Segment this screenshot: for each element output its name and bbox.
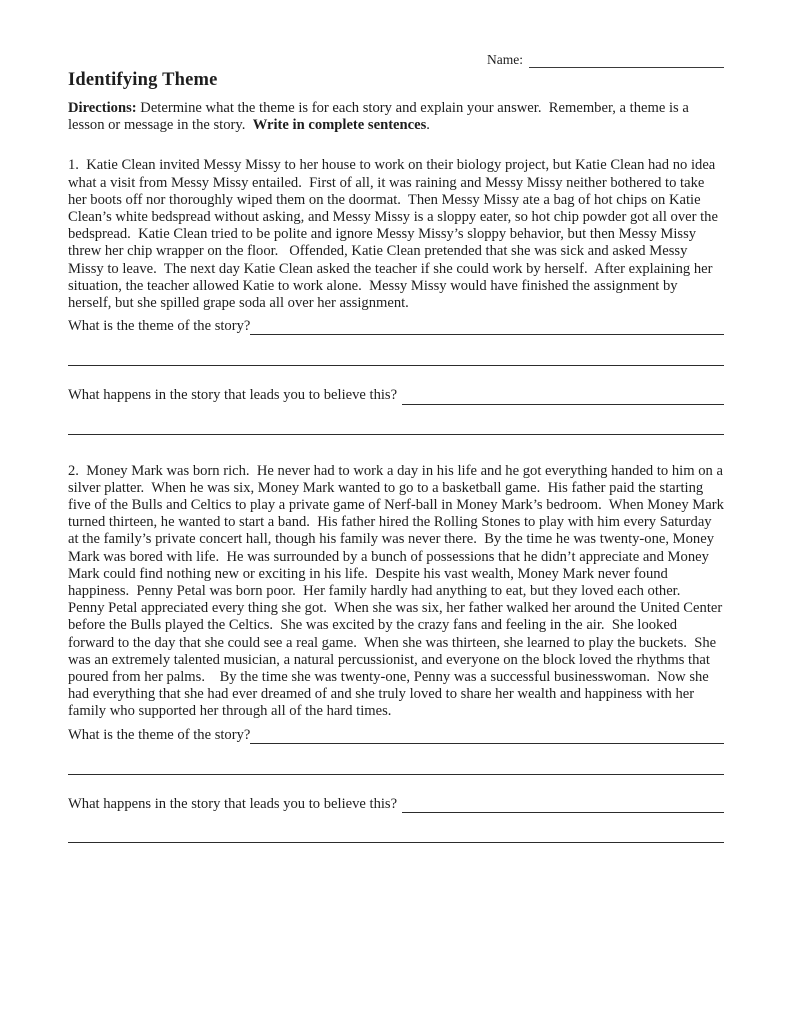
directions-bold-phrase: Write in complete sentences — [252, 117, 427, 134]
story-2-evidence-question-row — [68, 796, 724, 813]
story-1-evidence-answer-line-2 — [68, 434, 724, 435]
story-1-number: 1. — [68, 157, 79, 174]
name-blank-line — [529, 53, 724, 68]
evidence-question-label: What happens in the story that leads you to believe this? — [68, 387, 398, 404]
worksheet-page — [68, 50, 728, 843]
story-1-theme-answer-line — [250, 320, 724, 335]
story-2-theme-question-row — [68, 727, 724, 744]
story-1-theme-answer-line-2 — [68, 365, 724, 366]
directions-period: . — [426, 117, 430, 134]
story-2-evidence-answer-line — [402, 798, 724, 813]
story-1-paragraph — [68, 157, 724, 312]
name-label: Name: — [487, 52, 523, 67]
story-2-paragraph — [68, 462, 728, 721]
page-title: Identifying Theme — [68, 70, 218, 90]
directions-paragraph — [68, 100, 724, 134]
story-1-evidence-answer-line — [402, 390, 724, 405]
story-2-theme-answer-line-2 — [68, 774, 724, 775]
story-2-text: Money Mark was born rich. He never had to work a day in his life and he got everything handed to him on a silver platter. When he was six, Money Mark wanted to go to a basketball game. His father paid the starting five of the Bulls and Celtics to play a private game of Nerf-ball in Money Mark’s bedroom. When Money Mark turned thirteen, he wanted to start a band. His father hired the Rolling Stones to play with him every Saturday at the family’s private concert hall, though his family was never there. By the time he was twenty-one, Money Mark was bored with life. He was surrounded by a bunch of possessions that he didn’t appreciate and Money Mark could find nothing new or exciting in his life. Despite his vast wealth, Money Mark never found happiness. Penny Petal was born poor. Her family hardly had anything to eat, but they loved each other. Penny Petal appreciated every thing she got. When she was six, her father walked her around the United Center before the Bulls played the Celtics. She was excited by the crazy fans and feeling in the air. She looked forward to the day that she could see a real game. When she was thirteen, she learned to play the buckets. She was an extremely talented musician, a natural percussionist, and everyone on the block loved the rhythms that poured from her palms. By the time she was twenty-one, Penny was a successful businesswoman. Now she had everything that she had ever dreamed of and she truly loved to share her wealth and happiness with her family who supported her through all of the hard times. — [68, 462, 728, 720]
directions-body: Determine what the theme is for each story and explain your answer. Remember, a theme is a lesson or message in the story. — [68, 100, 693, 134]
story-2-evidence-answer-line-2 — [68, 842, 724, 843]
directions-label: Directions: — [68, 100, 137, 116]
story-1-text: Katie Clean invited Messy Missy to her house to work on their biology project, but Katie Clean had no idea what a visit from Messy Missy entailed. First of all, it was raining and Messy Missy neither bothered to take her boots off nor thoroughly wiped them on the doormat. Then Messy Missy ate a bag of hot chips on Katie Clean’s white bedspread without asking, and Messy Missy is a sloppy eater, so hot chip powder got all over the bedspread. Katie Clean tried to be polite and ignore Messy Missy’s sloppy behavior, but then Messy Missy threw her chip wrapper on the floor. Offended, Katie Clean pretended that she was sick and asked Messy Missy to leave. The next day Katie Clean asked the teacher if she could work by herself. After explaining her situation, the teacher allowed Katie to work alone. Messy Missy would have finished the assignment by herself, but she spilled grape soda all over her assignment. — [68, 157, 722, 312]
theme-question-label: What is the theme of the story? — [68, 318, 251, 335]
theme-question-label: What is the theme of the story? — [68, 726, 251, 743]
evidence-question-label: What happens in the story that leads you to believe this? — [68, 795, 398, 812]
story-2-number: 2. — [68, 462, 79, 479]
story-1-theme-question-row — [68, 318, 724, 335]
story-1-evidence-question-row — [68, 387, 724, 404]
story-2-theme-answer-line — [250, 729, 724, 744]
name-row — [68, 50, 724, 68]
